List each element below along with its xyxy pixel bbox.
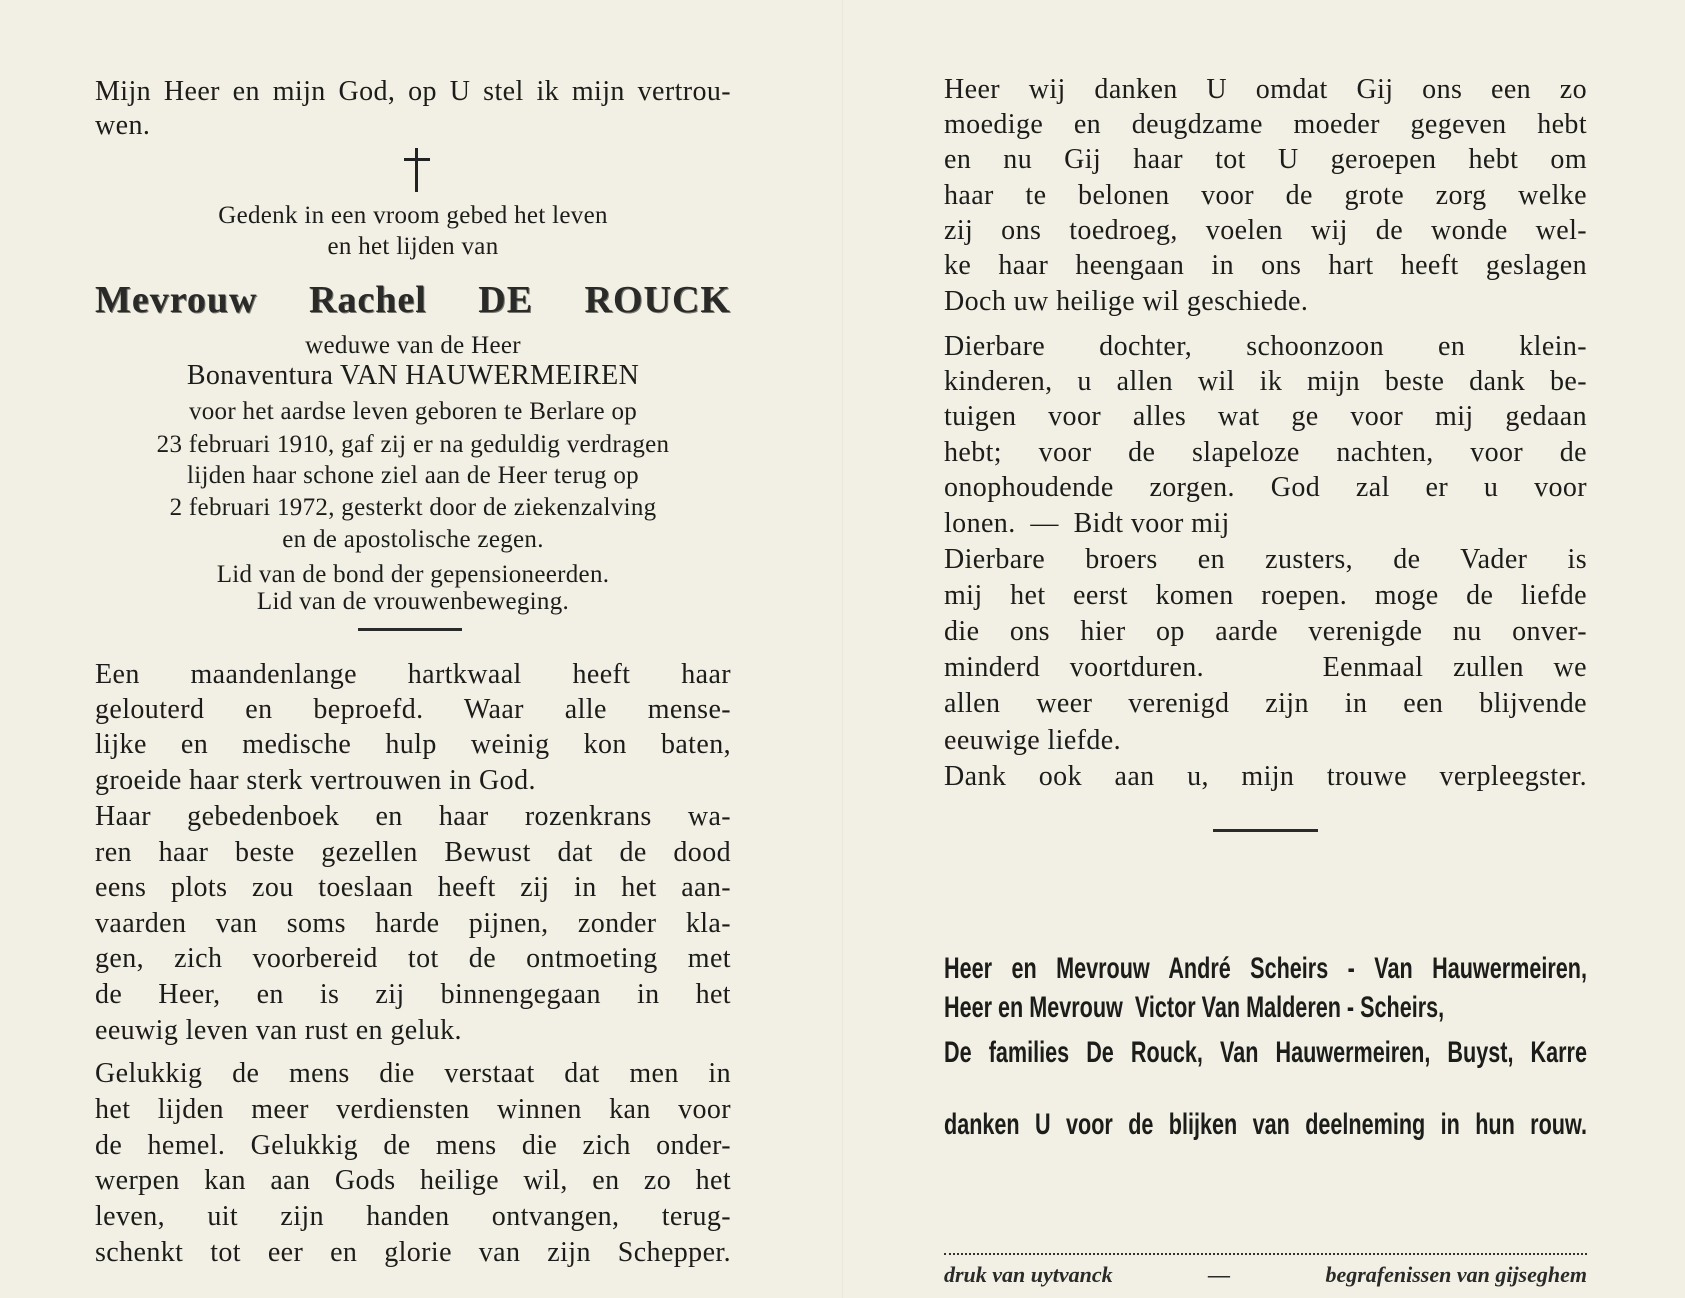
text-line: Haar gebedenboek en haar rozenkrans wa- [95, 801, 731, 832]
bio-line: weduwe van de Heer [305, 332, 521, 359]
text-line: Doch uw heilige wil geschiede. [944, 286, 1309, 317]
text-line: haar te belonen voor de grote zorg welke [944, 180, 1587, 211]
motto-line: wen. [95, 110, 151, 141]
separator [358, 628, 462, 631]
text-line: groeide haar sterk vertrouwen in God. [95, 765, 536, 796]
bio-line: Lid van de bond der gepensioneerden. [216, 561, 610, 588]
text-line: vaarden van soms harde pijnen, zonder kla- [95, 908, 731, 939]
dotted-divider [944, 1253, 1587, 1255]
family-line: De families De Rouck, Van Hauwermeiren, Buyst, Karre [944, 1036, 1587, 1069]
bio-line: 23 februari 1910, gaf zij er na geduldig verdragen [156, 431, 670, 458]
printer-footer [944, 1262, 1587, 1288]
text-line: tuigen voor alles wat ge voor mij gedaan [944, 401, 1587, 432]
text-line: lijke en medische hulp weinig kon baten, [95, 729, 731, 760]
text-line: eeuwig leven van rust en geluk. [95, 1015, 462, 1046]
text-line: allen weer verenigd zijn in een blijvende [944, 688, 1587, 719]
bio-line: Lid van de vrouwenbeweging. [256, 588, 570, 615]
text-line: Dierbare dochter, schoonzoon en klein- [944, 331, 1587, 362]
undertaker-name: begrafenissen van gijseghem [1325, 1262, 1587, 1287]
text-line: hebt; voor de slapeloze nachten, voor de [944, 437, 1587, 468]
text-line: de hemel. Gelukkig de mens die zich onder- [95, 1130, 731, 1161]
text-line: mij het eerst komen roepen. moge de liefde [944, 580, 1587, 611]
motto-line: Mijn Heer en mijn God, op U stel ik mijn vertrou- [95, 76, 731, 107]
intro-line: en het lijden van [327, 233, 499, 260]
text-line: het lijden meer verdiensten winnen kan voor [95, 1094, 731, 1125]
text-line: ke haar heengaan in ons hart heeft geslagen [944, 250, 1587, 281]
text-line: minderd voortduren. Eenmaal zullen we [944, 652, 1587, 683]
text-line: zij ons toedroeg, voelen wij de wonde wel- [944, 215, 1587, 246]
footer-dash: — [1208, 1262, 1231, 1287]
bio-line: 2 februari 1972, gesterkt door de ziekenzalving [169, 494, 657, 521]
card-fold [842, 0, 844, 1298]
text-line: gelouterd en beproefd. Waar alle mense- [95, 694, 731, 725]
text-line: die ons hier op aarde verenigde nu onver- [944, 616, 1587, 647]
separator [1213, 829, 1318, 832]
text-line: eens plots zou toeslaan heeft zij in het aan- [95, 872, 731, 903]
bio-line: lijden haar schone ziel aan de Heer terug op [187, 462, 639, 489]
family-line: Heer en Mevrouw Victor Van Malderen - Scheirs, [944, 991, 1445, 1024]
bio-line: voor het aardse leven geboren te Berlare op [188, 398, 638, 425]
text-line: leven, uit zijn handen ontvangen, terug- [95, 1201, 731, 1232]
text-line: lonen. — Bidt voor mij [944, 508, 1230, 539]
text-line: en nu Gij haar tot U geroepen hebt om [944, 144, 1587, 175]
nurse-thanks: Dank ook aan u, mijn trouwe verpleegster. [944, 761, 1587, 792]
text-line: onophoudende zorgen. God zal er u voor [944, 472, 1587, 503]
text-line: kinderen, u allen wil ik mijn beste dank be- [944, 366, 1587, 397]
intro-line: Gedenk in een vroom gebed het leven [218, 202, 608, 229]
family-line: Heer en Mevrouw André Scheirs - Van Hauwermeiren, [944, 952, 1587, 985]
printer-name: druk van uytvanck [944, 1262, 1113, 1287]
text-line: Gelukkig de mens die verstaat dat men in [95, 1058, 731, 1089]
text-line: moedige en deugdzame moeder gegeven hebt [944, 109, 1587, 140]
text-line: Dierbare broers en zusters, de Vader is [944, 544, 1587, 575]
deceased-name: Mevrouw Rachel DE ROUCK [95, 279, 731, 321]
bio-line: Bonaventura VAN HAUWERMEIREN [186, 360, 640, 391]
text-line: de Heer, en is zij binnengegaan in het [95, 979, 731, 1010]
thanks-line: danken U voor de blijken van deelneming in hun rouw. [944, 1108, 1587, 1141]
text-line: gen, zich voorbereid tot de ontmoeting met [95, 943, 731, 974]
cross-icon [404, 148, 430, 192]
text-line: Heer wij danken U omdat Gij ons een zo [944, 74, 1587, 105]
text-line: werpen kan aan Gods heilige wil, en zo het [95, 1165, 731, 1196]
text-line: ren haar beste gezellen Bewust dat de dood [95, 837, 731, 868]
text-line: Een maandenlange hartkwaal heeft haar [95, 659, 731, 690]
bio-line: en de apostolische zegen. [282, 526, 544, 553]
text-line: eeuwige liefde. [944, 725, 1122, 756]
text-line: schenkt tot eer en glorie van zijn Schepper. [95, 1237, 731, 1268]
